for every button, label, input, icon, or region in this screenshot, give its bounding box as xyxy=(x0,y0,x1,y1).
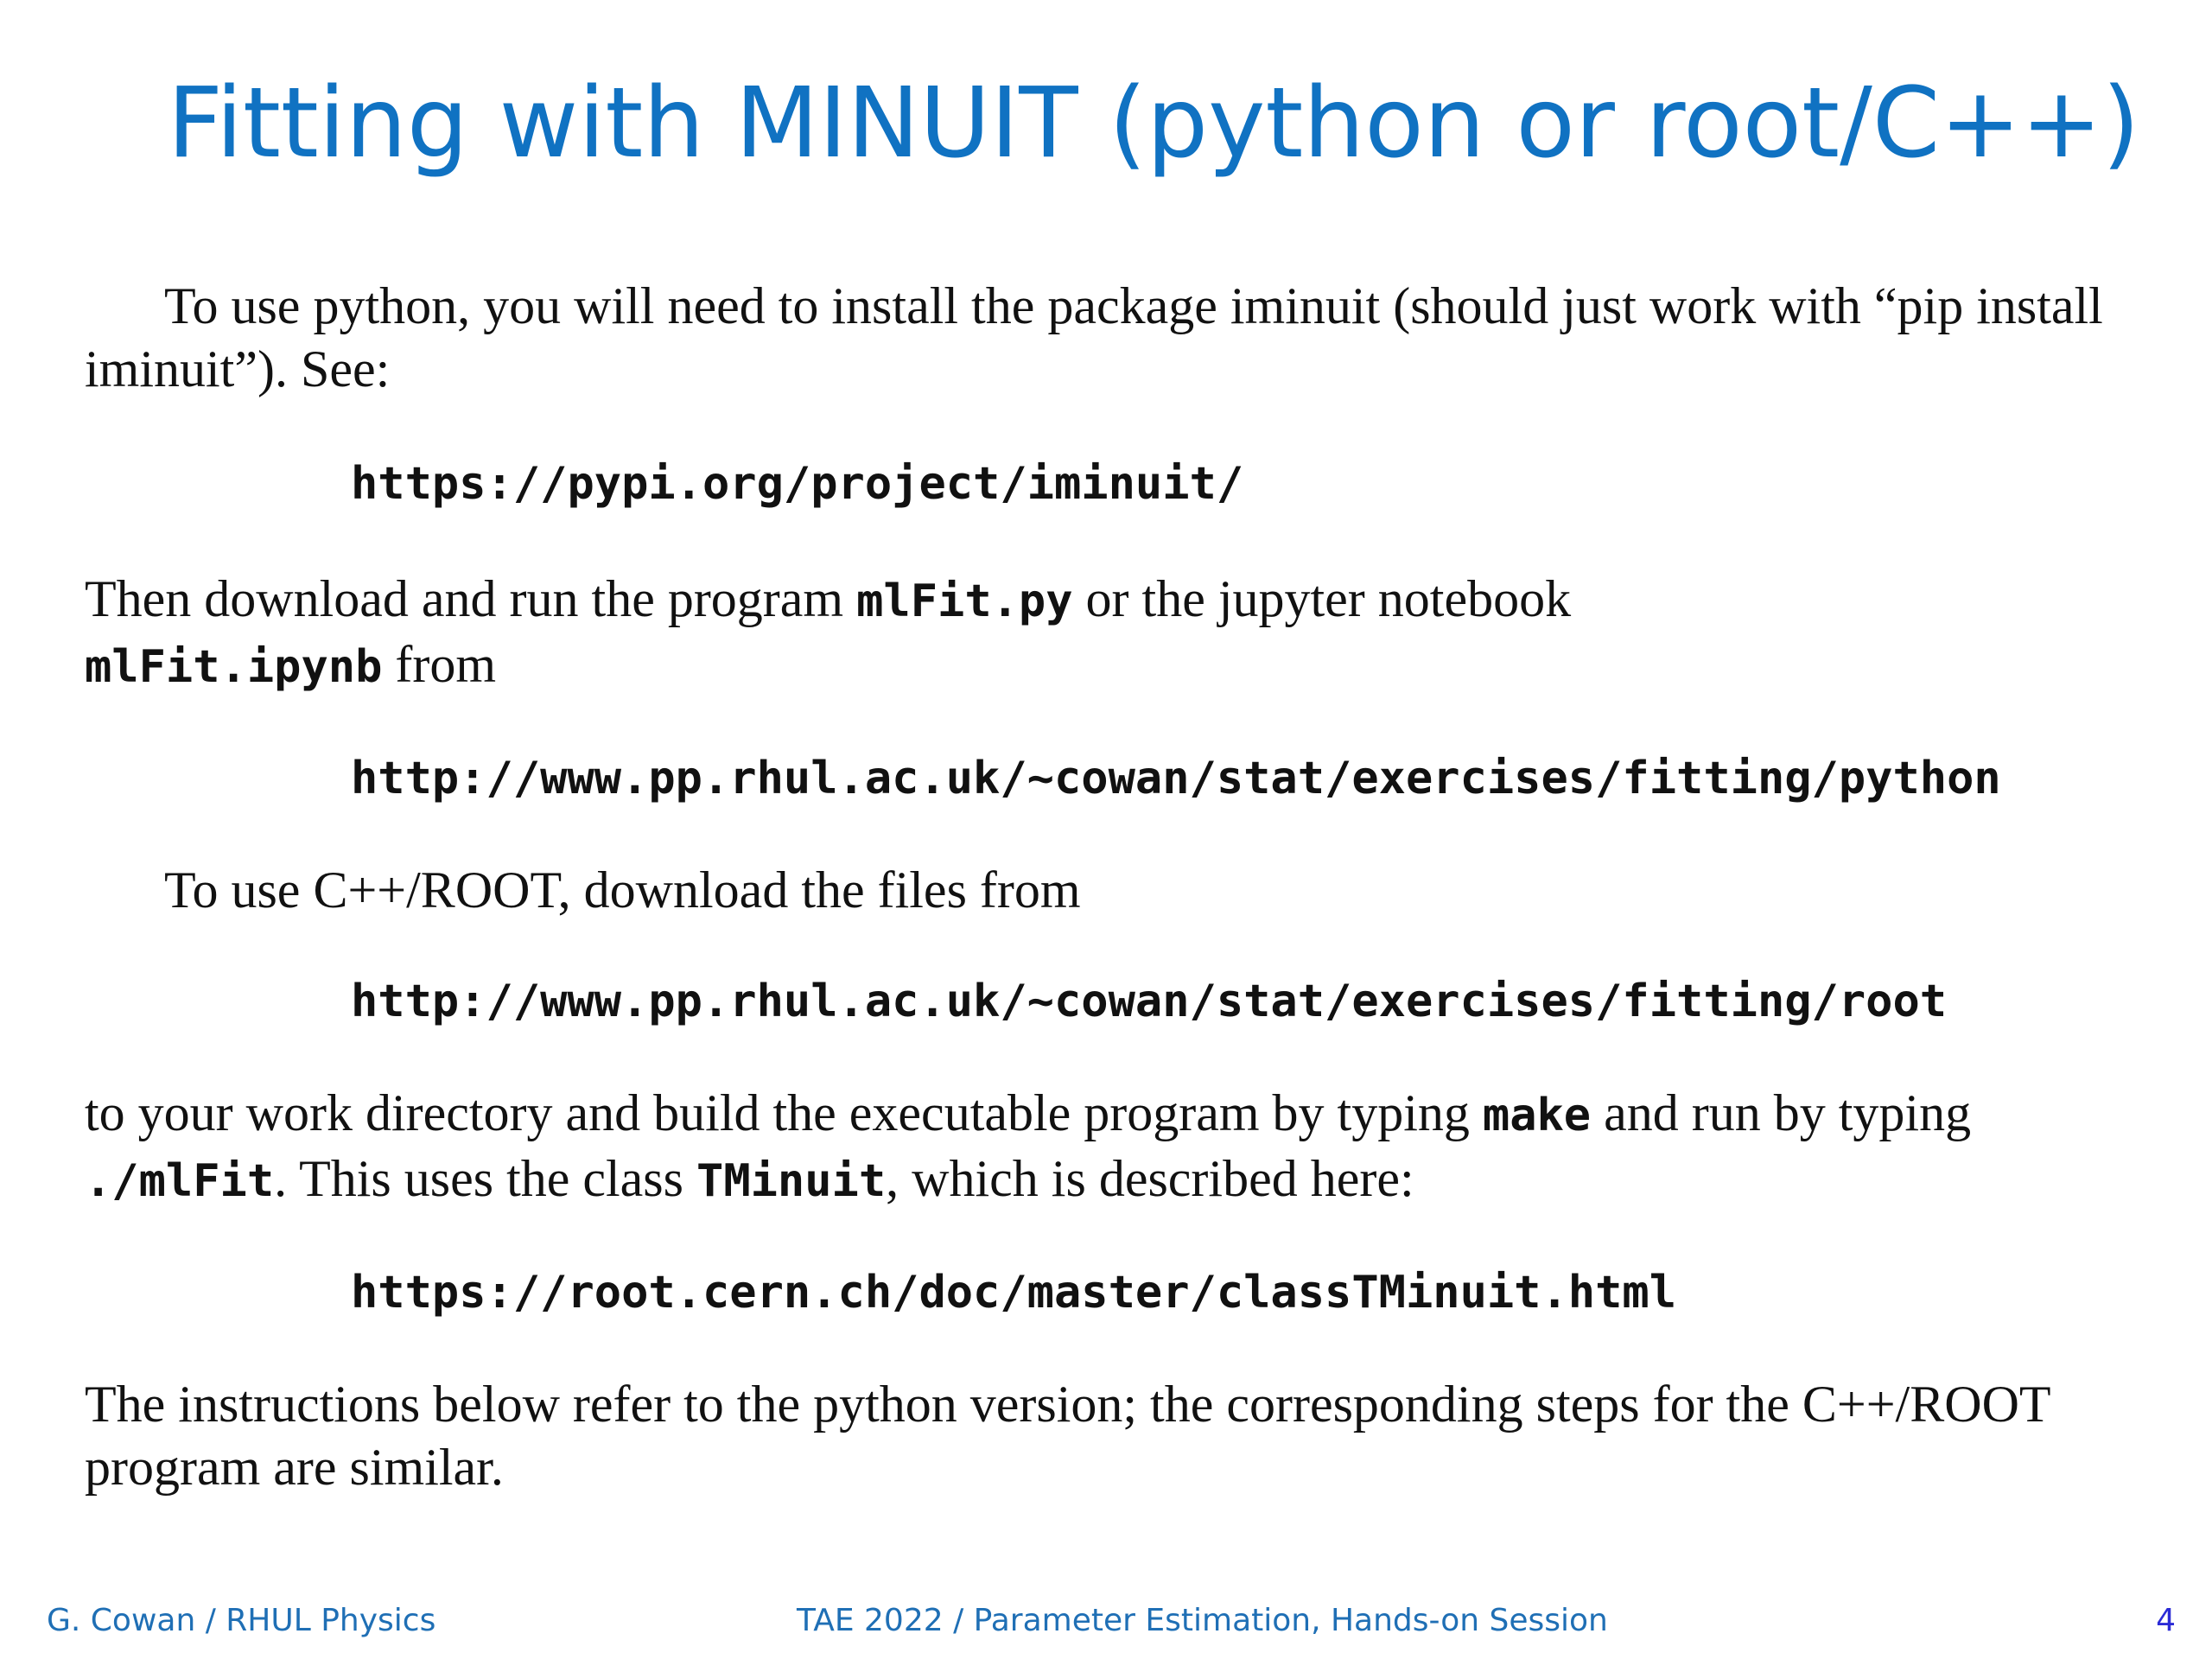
code-make: make xyxy=(1482,1090,1592,1141)
paragraph-build-text-2: and run by typing xyxy=(1591,1084,1972,1141)
paragraph-python-note: The instructions below refer to the python version; the corresponding steps for the C++/ROOT program are similar. xyxy=(85,1376,2050,1496)
slide-title: Fitting with MINUIT (python or root/C++) xyxy=(167,67,2140,180)
link-python-exercises[interactable]: http://www.pp.rhul.ac.uk/~cowan/stat/exercises/fitting/python xyxy=(351,753,2001,804)
code-run-mlfit: ./mlFit xyxy=(85,1155,275,1207)
paragraph-download-python-text-2: or the jupyter notebook xyxy=(1072,570,1572,627)
paragraph-download-python xyxy=(85,568,1726,699)
link-root-exercises[interactable]: http://www.pp.rhul.ac.uk/~cowan/stat/exercises/fitting/root xyxy=(351,976,1948,1027)
link-tminuit-docs[interactable]: https://root.cern.ch/doc/master/classTMinuit.html xyxy=(351,1267,1677,1319)
paragraph-build-instructions xyxy=(85,1082,2141,1213)
code-mlfit-py: mlFit.py xyxy=(856,575,1073,627)
paragraph-download-python-text-1: Then download and run the program xyxy=(85,570,857,627)
footer-page-number: 4 xyxy=(2156,1603,2176,1638)
slide-body xyxy=(85,275,2176,1499)
paragraph-cpp-root: To use C++/ROOT, download the files from xyxy=(164,861,1081,918)
paragraph-build-text-1: to your work directory and build the executable program by typing xyxy=(85,1084,1483,1141)
code-tminuit: TMinuit xyxy=(696,1155,887,1207)
link-iminuit-pypi[interactable]: https://pypi.org/project/iminuit/ xyxy=(351,458,1244,510)
paragraph-build-text-3: . This uses the class xyxy=(274,1150,697,1207)
footer-event: TAE 2022 / Parameter Estimation, Hands-on Session xyxy=(797,1603,1608,1638)
paragraph-build-text-4: , which is described here: xyxy=(886,1150,1414,1207)
paragraph-download-python-text-3: from xyxy=(382,636,497,693)
paragraph-python-install: To use python, you will need to install the package iminuit (should just work with “pip install iminuit”). See: xyxy=(85,277,2103,397)
code-mlfit-ipynb: mlFit.ipynb xyxy=(85,641,383,693)
footer-author: G. Cowan / RHUL Physics xyxy=(47,1603,436,1638)
